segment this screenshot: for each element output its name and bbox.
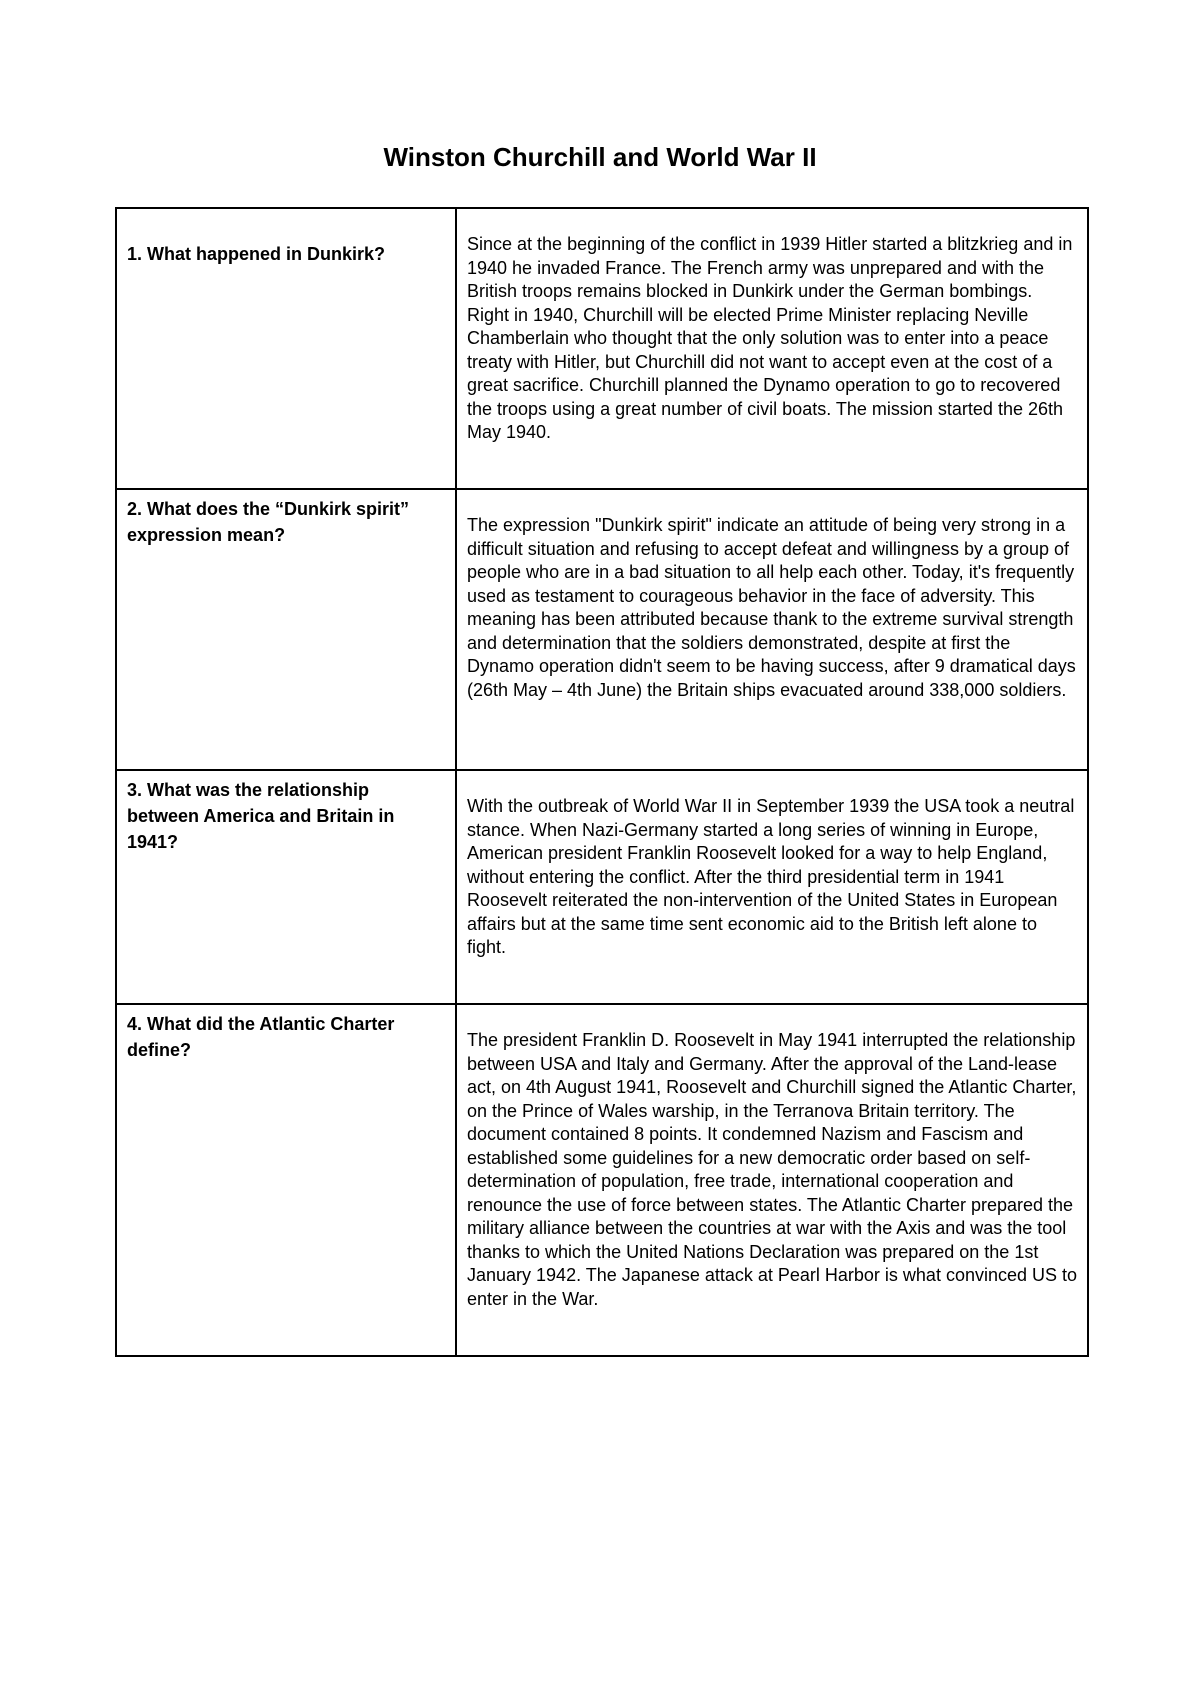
question-text: 4. What did the Atlantic Charter define? bbox=[127, 1014, 395, 1060]
answer-text: The president Franklin D. Roosevelt in May 1941 interrupted the relationship between USA and Italy and Germany. After the approval of the Land-lease act, on 4th August 1941, Roosevelt and Churchill signed the Atlantic Charter, on the Prince of Wales warship, in the Terranova Britain territory. The document contained 8 points. It condemned Nazism and Fascism and established some guidelines for a new democratic order based on self-determination of population, free trade, international cooperation and renounce the use of force between states. The Atlantic Charter prepared the military alliance between the countries at war with the Axis and was the tool thanks to which the United Nations Declaration was prepared on the 1st January 1942. The Japanese attack at Pearl Harbor is what convinced US to enter in the War. bbox=[467, 1030, 1078, 1309]
table-row-america-britain bbox=[116, 770, 1088, 1004]
answer-cell bbox=[456, 489, 1088, 770]
qa-table bbox=[115, 207, 1089, 1357]
answer-text: The expression "Dunkirk spirit" indicate an attitude of being very strong in a difficult situation and refusing to accept defeat and willingness by a group of people who are in a bad situation to all help each other. Today, it's frequently used as testament to courageous behavior in the face of adversity. This meaning has been attributed because thank to the extreme survival strength and determination that the soldiers demonstrated, despite at first the Dynamo operation didn't seem to be having success, after 9 dramatical days (26th May – 4th June) the Britain ships evacuated around 338,000 soldiers. bbox=[467, 515, 1076, 700]
answer-cell bbox=[456, 770, 1088, 1004]
answer-cell bbox=[456, 208, 1088, 489]
table-row-dunkirk bbox=[116, 208, 1088, 489]
table-row-atlantic-charter bbox=[116, 1004, 1088, 1356]
question-text: 1. What happened in Dunkirk? bbox=[127, 244, 386, 264]
answer-cell bbox=[456, 1004, 1088, 1356]
question-cell bbox=[116, 770, 456, 1004]
answer-text: Since at the beginning of the conflict in 1939 Hitler started a blitzkrieg and in 1940 he invaded France. The French army was unprepared and with the British troops remains blocked in Dunkirk under the German bombings. Right in 1940, Churchill will be elected Prime Minister replacing Neville Chamberlain who thought that the only solution was to enter into a peace treaty with Hitler, but Churchill did not want to accept even at the cost of a great sacrifice. Churchill planned the Dynamo operation to go to recovered the troops using a great number of civil boats. The mission started the 26th May 1940. bbox=[467, 234, 1073, 442]
document-title: Winston Churchill and World War II bbox=[383, 142, 817, 172]
question-cell bbox=[116, 489, 456, 770]
question-text: 2. What does the “Dunkirk spirit” expression mean? bbox=[127, 499, 410, 545]
question-cell bbox=[116, 208, 456, 489]
table-row-dunkirk-spirit bbox=[116, 489, 1088, 770]
question-text: 3. What was the relationship between America and Britain in 1941? bbox=[127, 780, 395, 852]
question-cell bbox=[116, 1004, 456, 1356]
answer-text: With the outbreak of World War II in September 1939 the USA took a neutral stance. When Nazi-Germany started a long series of winning in Europe, American president Franklin Roosevelt looked for a way to help England, without entering the conflict. After the third presidential term in 1941 Roosevelt reiterated the non-intervention of the United States in European affairs but at the same time sent economic aid to the British left alone to fight. bbox=[467, 796, 1075, 957]
